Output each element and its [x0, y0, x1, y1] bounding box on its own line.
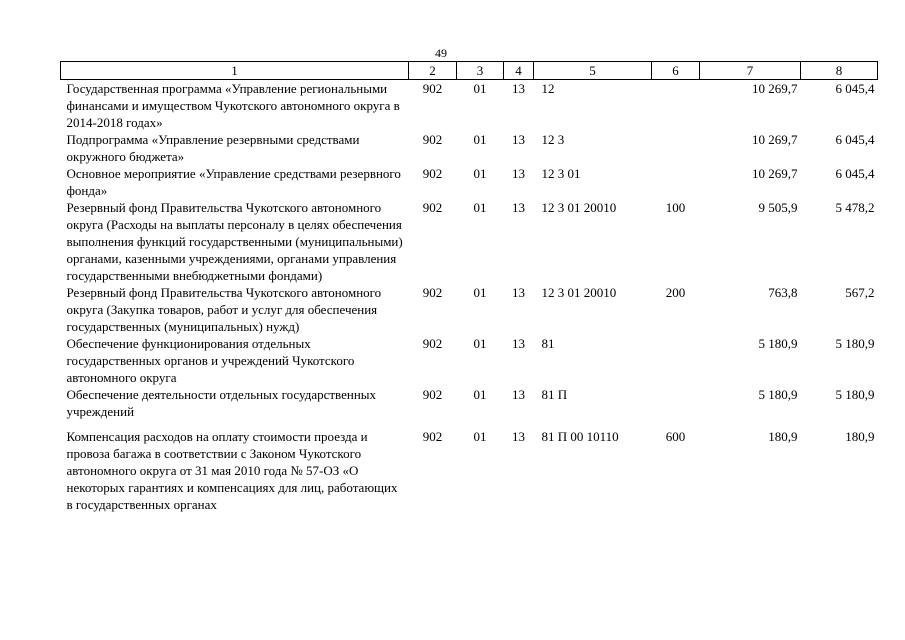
row-col-5: 81 П [541, 387, 568, 402]
row-col-4: 13 [512, 200, 525, 215]
table-row [61, 284, 878, 335]
row-col-3: 01 [473, 166, 487, 181]
row-col-2: 902 [422, 429, 443, 444]
row-col-7: 5 180,9 [758, 336, 798, 351]
row-col-3: 01 [473, 336, 487, 351]
header-col-5: 5 [534, 62, 652, 80]
row-col-7: 763,8 [768, 285, 798, 300]
row-name: Основное мероприятие «Управление средствами резервного фонда» [66, 166, 401, 198]
table-row [61, 80, 878, 132]
row-name: Резервный фонд Правительства Чукотского автономного округа (Расходы на выплаты персоналу в целях обеспечения выполнения функций государственными (муниципальными) органами, казенными учреждениями, органами управления государственными внебюджетными фондами) [66, 200, 403, 283]
row-col-3: 01 [473, 429, 487, 444]
header-col-4: 4 [504, 62, 534, 80]
budget-table [60, 61, 878, 513]
table-row [61, 131, 878, 165]
row-col-8: 5 478,2 [835, 200, 875, 215]
row-col-3: 01 [473, 387, 487, 402]
row-col-7: 10 269,7 [752, 166, 798, 181]
table-row [61, 335, 878, 386]
row-col-4: 13 [512, 132, 525, 147]
row-col-8: 6 045,4 [835, 81, 875, 96]
table-row [61, 199, 878, 284]
row-name: Обеспечение функционирования отдельных государственных органов и учреждений Чукотского автономного округа [66, 336, 355, 385]
row-col-6: 100 [665, 200, 686, 215]
row-col-2: 902 [422, 81, 443, 96]
row-col-3: 01 [473, 285, 487, 300]
row-col-5: 12 3 [541, 132, 565, 147]
row-col-4: 13 [512, 429, 525, 444]
row-col-7: 5 180,9 [758, 387, 798, 402]
table-body [61, 80, 878, 514]
row-name: Обеспечение деятельности отдельных государственных учреждений [66, 387, 377, 419]
row-col-6 [652, 131, 700, 165]
table-header [61, 62, 878, 80]
header-col-7: 7 [700, 62, 801, 80]
row-col-7: 10 269,7 [752, 132, 798, 147]
row-col-5: 12 3 01 [541, 166, 581, 181]
row-name: Резервный фонд Правительства Чукотского автономного округа (Закупка товаров, работ и услуг для обеспечения государственных (муниципальных) нужд) [66, 285, 382, 334]
row-name: Государственная программа «Управление региональными финансами и имуществом Чукотского автономного округа в 2014-2018 годах» [66, 81, 400, 130]
row-col-4: 13 [512, 81, 525, 96]
row-col-4: 13 [512, 166, 525, 181]
row-col-6 [652, 335, 700, 386]
row-col-2: 902 [422, 336, 443, 351]
row-col-6 [652, 80, 700, 132]
row-col-8: 5 180,9 [835, 387, 875, 402]
row-col-3: 01 [473, 200, 487, 215]
row-col-8: 180,9 [845, 429, 875, 444]
row-col-2: 902 [422, 166, 443, 181]
row-col-8: 6 045,4 [835, 166, 875, 181]
row-name: Компенсация расходов на оплату стоимости проезда и провоза багажа в соответствии с Законом Чукотского автономного округа от 31 мая 2010 года № 57-ОЗ «О некоторых гарантиях и компенсациях для лиц, работающих в государственных органах [66, 429, 398, 512]
row-col-2: 902 [422, 387, 443, 402]
row-col-5: 81 П 00 10110 [541, 429, 619, 444]
row-col-6: 600 [665, 429, 686, 444]
row-col-2: 902 [422, 132, 443, 147]
table-row [61, 165, 878, 199]
table-row [61, 386, 878, 420]
row-name: Подпрограмма «Управление резервными средствами окружного бюджета» [66, 132, 360, 164]
header-col-2: 2 [409, 62, 457, 80]
row-col-6 [652, 165, 700, 199]
row-col-6 [652, 386, 700, 420]
row-col-8: 5 180,9 [835, 336, 875, 351]
row-col-5: 81 [541, 336, 555, 351]
row-col-7: 180,9 [768, 429, 798, 444]
header-col-3: 3 [457, 62, 504, 80]
row-col-4: 13 [512, 285, 525, 300]
row-col-8: 6 045,4 [835, 132, 875, 147]
page-number: 49 [435, 46, 447, 60]
row-col-3: 01 [473, 81, 487, 96]
row-col-4: 13 [512, 387, 525, 402]
row-col-7: 10 269,7 [752, 81, 798, 96]
row-col-5: 12 3 01 20010 [541, 285, 617, 300]
header-col-6: 6 [652, 62, 700, 80]
row-col-2: 902 [422, 200, 443, 215]
row-col-7: 9 505,9 [758, 200, 798, 215]
row-col-5: 12 [541, 81, 555, 96]
row-col-6: 200 [665, 285, 686, 300]
header-col-1: 1 [61, 62, 409, 80]
row-col-2: 902 [422, 285, 443, 300]
row-col-5: 12 3 01 20010 [541, 200, 617, 215]
header-row [61, 62, 878, 80]
header-col-8: 8 [801, 62, 878, 80]
row-col-4: 13 [512, 336, 525, 351]
row-col-8: 567,2 [845, 285, 875, 300]
row-col-3: 01 [473, 132, 487, 147]
table-row [61, 420, 878, 513]
